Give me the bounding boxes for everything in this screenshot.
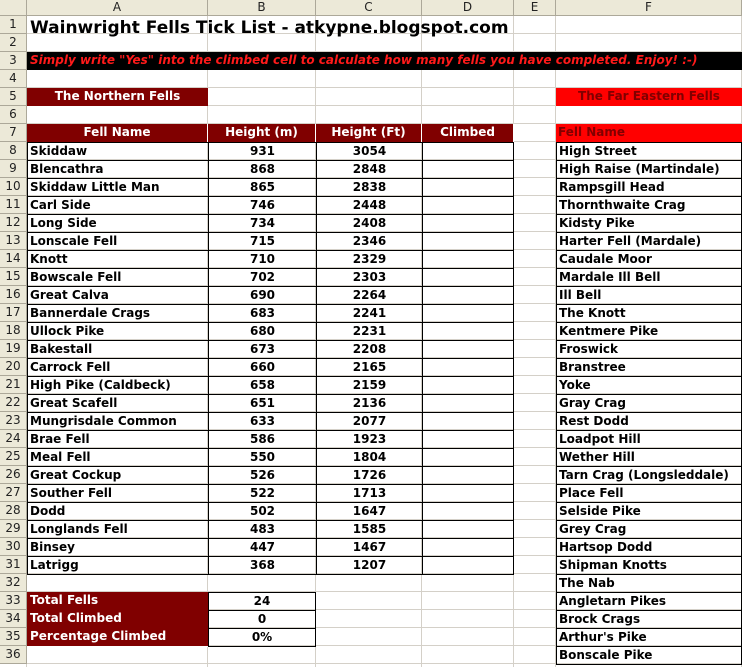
far-eastern-fell-name-cell[interactable]: Wether Hill <box>556 448 742 467</box>
fell-name-cell[interactable]: Bannerdale Crags <box>27 304 209 323</box>
height-ft-cell[interactable]: 1647 <box>316 502 423 521</box>
height-ft-cell[interactable]: 2838 <box>316 178 423 197</box>
height-ft-cell[interactable]: 1726 <box>316 466 423 485</box>
row-header-12[interactable]: 12 <box>0 214 27 232</box>
fell-name-cell[interactable]: Bowscale Fell <box>27 268 209 287</box>
row-header-15[interactable]: 15 <box>0 268 27 286</box>
height-ft-cell[interactable]: 2241 <box>316 304 423 323</box>
height-ft-cell[interactable]: 1713 <box>316 484 423 503</box>
height-ft-cell[interactable]: 2136 <box>316 394 423 413</box>
height-m-cell[interactable]: 746 <box>208 196 317 215</box>
row-header-22[interactable]: 22 <box>0 394 27 412</box>
row-header-18[interactable]: 18 <box>0 322 27 340</box>
row-header-32[interactable]: 32 <box>0 574 27 592</box>
climbed-cell[interactable] <box>422 286 514 305</box>
height-ft-cell[interactable]: 2303 <box>316 268 423 287</box>
row-header-30[interactable]: 30 <box>0 538 27 556</box>
column-header-e[interactable]: E <box>514 0 556 16</box>
height-m-cell[interactable]: 690 <box>208 286 317 305</box>
far-eastern-fell-name-cell[interactable]: Thornthwaite Crag <box>556 196 742 215</box>
height-m-cell[interactable]: 586 <box>208 430 317 449</box>
height-ft-cell[interactable]: 1585 <box>316 520 423 539</box>
climbed-cell[interactable] <box>422 466 514 485</box>
climbed-cell[interactable] <box>422 484 514 503</box>
far-eastern-fell-name-cell[interactable]: Place Fell <box>556 484 742 503</box>
row-header-17[interactable]: 17 <box>0 304 27 322</box>
far-eastern-fell-name-cell[interactable]: The Nab <box>556 574 742 593</box>
climbed-cell[interactable] <box>422 430 514 449</box>
row-header-3[interactable]: 3 <box>0 52 27 70</box>
row-header-13[interactable]: 13 <box>0 232 27 250</box>
far-eastern-fell-name-cell[interactable]: Ill Bell <box>556 286 742 305</box>
fell-name-cell[interactable]: Bakestall <box>27 340 209 359</box>
northern-header-height-m-[interactable]: Height (m) <box>208 124 316 142</box>
climbed-cell[interactable] <box>422 304 514 323</box>
row-header-28[interactable]: 28 <box>0 502 27 520</box>
far-eastern-fell-name-cell[interactable]: Mardale Ill Bell <box>556 268 742 287</box>
height-ft-cell[interactable]: 2448 <box>316 196 423 215</box>
row-header-5[interactable]: 5 <box>0 88 27 106</box>
height-m-cell[interactable]: 447 <box>208 538 317 557</box>
far-eastern-fell-name-cell[interactable]: Arthur's Pike <box>556 628 742 647</box>
row-header-10[interactable]: 10 <box>0 178 27 196</box>
fell-name-cell[interactable]: Skiddaw Little Man <box>27 178 209 197</box>
column-header-f[interactable]: F <box>556 0 742 16</box>
total-label[interactable]: Total Fells <box>27 592 208 611</box>
row-header-2[interactable]: 2 <box>0 34 27 52</box>
fell-name-cell[interactable]: High Pike (Caldbeck) <box>27 376 209 395</box>
height-ft-cell[interactable]: 2077 <box>316 412 423 431</box>
far-eastern-fell-name-cell[interactable]: Bonscale Pike <box>556 646 742 665</box>
height-m-cell[interactable]: 660 <box>208 358 317 377</box>
far-eastern-fell-name-cell[interactable]: Caudale Moor <box>556 250 742 269</box>
climbed-cell[interactable] <box>422 502 514 521</box>
row-header-36[interactable]: 36 <box>0 646 27 664</box>
height-m-cell[interactable]: 710 <box>208 250 317 269</box>
height-ft-cell[interactable]: 2264 <box>316 286 423 305</box>
fell-name-cell[interactable]: Carl Side <box>27 196 209 215</box>
far-eastern-fells-title[interactable]: The Far Eastern Fells <box>556 88 742 106</box>
far-eastern-fell-name-cell[interactable]: Gray Crag <box>556 394 742 413</box>
far-eastern-fell-name-cell[interactable]: Froswick <box>556 340 742 359</box>
total-label[interactable]: Percentage Climbed <box>27 628 208 647</box>
climbed-cell[interactable] <box>422 196 514 215</box>
height-m-cell[interactable]: 680 <box>208 322 317 341</box>
row-header-24[interactable]: 24 <box>0 430 27 448</box>
height-m-cell[interactable]: 702 <box>208 268 317 287</box>
select-all-corner[interactable] <box>0 0 27 16</box>
column-header-c[interactable]: C <box>316 0 422 16</box>
total-value[interactable]: 0% <box>208 628 316 647</box>
row-header-35[interactable]: 35 <box>0 628 27 646</box>
row-header-20[interactable]: 20 <box>0 358 27 376</box>
far-eastern-fell-name-cell[interactable]: Kidsty Pike <box>556 214 742 233</box>
row-header-4[interactable]: 4 <box>0 70 27 88</box>
far-eastern-header-fell-name[interactable]: Fell Name <box>556 124 742 142</box>
far-eastern-fell-name-cell[interactable]: Rampsgill Head <box>556 178 742 197</box>
row-header-6[interactable]: 6 <box>0 106 27 124</box>
far-eastern-fell-name-cell[interactable]: Grey Crag <box>556 520 742 539</box>
row-header-8[interactable]: 8 <box>0 142 27 160</box>
far-eastern-fell-name-cell[interactable]: Rest Dodd <box>556 412 742 431</box>
height-ft-cell[interactable]: 2208 <box>316 340 423 359</box>
height-m-cell[interactable]: 715 <box>208 232 317 251</box>
sheet-title[interactable]: Wainwright Fells Tick List - atkypne.blogspot.com <box>30 18 509 38</box>
row-header-9[interactable]: 9 <box>0 160 27 178</box>
climbed-cell[interactable] <box>422 340 514 359</box>
height-m-cell[interactable]: 368 <box>208 556 317 575</box>
fell-name-cell[interactable]: Brae Fell <box>27 430 209 449</box>
fell-name-cell[interactable]: Souther Fell <box>27 484 209 503</box>
fell-name-cell[interactable]: Knott <box>27 250 209 269</box>
fell-name-cell[interactable]: Longlands Fell <box>27 520 209 539</box>
height-m-cell[interactable]: 483 <box>208 520 317 539</box>
far-eastern-fell-name-cell[interactable]: Shipman Knotts <box>556 556 742 575</box>
row-header-7[interactable]: 7 <box>0 124 27 142</box>
far-eastern-fell-name-cell[interactable]: Kentmere Pike <box>556 322 742 341</box>
far-eastern-fell-name-cell[interactable]: Brock Crags <box>556 610 742 629</box>
fell-name-cell[interactable]: Dodd <box>27 502 209 521</box>
climbed-cell[interactable] <box>422 538 514 557</box>
row-header-31[interactable]: 31 <box>0 556 27 574</box>
instruction-banner[interactable]: Simply write "Yes" into the climbed cell to calculate how many fells you have completed. Enjoy! :-) <box>27 52 742 70</box>
column-header-b[interactable]: B <box>208 0 316 16</box>
row-header-27[interactable]: 27 <box>0 484 27 502</box>
climbed-cell[interactable] <box>422 394 514 413</box>
height-ft-cell[interactable]: 2848 <box>316 160 423 179</box>
climbed-cell[interactable] <box>422 520 514 539</box>
height-m-cell[interactable]: 550 <box>208 448 317 467</box>
fell-name-cell[interactable]: Binsey <box>27 538 209 557</box>
height-m-cell[interactable]: 651 <box>208 394 317 413</box>
climbed-cell[interactable] <box>422 322 514 341</box>
total-value[interactable]: 24 <box>208 592 316 611</box>
climbed-cell[interactable] <box>422 412 514 431</box>
row-header-29[interactable]: 29 <box>0 520 27 538</box>
fell-name-cell[interactable]: Blencathra <box>27 160 209 179</box>
fell-name-cell[interactable]: Ullock Pike <box>27 322 209 341</box>
fell-name-cell[interactable]: Carrock Fell <box>27 358 209 377</box>
height-m-cell[interactable]: 865 <box>208 178 317 197</box>
height-m-cell[interactable]: 931 <box>208 142 317 161</box>
row-header-19[interactable]: 19 <box>0 340 27 358</box>
row-header-14[interactable]: 14 <box>0 250 27 268</box>
height-ft-cell[interactable]: 2329 <box>316 250 423 269</box>
climbed-cell[interactable] <box>422 178 514 197</box>
column-header-d[interactable]: D <box>422 0 514 16</box>
height-m-cell[interactable]: 522 <box>208 484 317 503</box>
row-header-34[interactable]: 34 <box>0 610 27 628</box>
northern-header-fell-name[interactable]: Fell Name <box>27 124 208 142</box>
height-ft-cell[interactable]: 1923 <box>316 430 423 449</box>
far-eastern-fell-name-cell[interactable]: Tarn Crag (Longsleddale) <box>556 466 742 485</box>
climbed-cell[interactable] <box>422 358 514 377</box>
climbed-cell[interactable] <box>422 160 514 179</box>
far-eastern-fell-name-cell[interactable]: Yoke <box>556 376 742 395</box>
far-eastern-fell-name-cell[interactable]: High Street <box>556 142 742 161</box>
climbed-cell[interactable] <box>422 268 514 287</box>
far-eastern-fell-name-cell[interactable]: The Knott <box>556 304 742 323</box>
climbed-cell[interactable] <box>422 232 514 251</box>
far-eastern-fell-name-cell[interactable]: Selside Pike <box>556 502 742 521</box>
fell-name-cell[interactable]: Great Calva <box>27 286 209 305</box>
fell-name-cell[interactable]: Mungrisdale Common <box>27 412 209 431</box>
far-eastern-fell-name-cell[interactable]: Hartsop Dodd <box>556 538 742 557</box>
height-ft-cell[interactable]: 2165 <box>316 358 423 377</box>
column-header-a[interactable]: A <box>27 0 208 16</box>
row-header-26[interactable]: 26 <box>0 466 27 484</box>
fell-name-cell[interactable]: Latrigg <box>27 556 209 575</box>
fell-name-cell[interactable]: Meal Fell <box>27 448 209 467</box>
fell-name-cell[interactable]: Lonscale Fell <box>27 232 209 251</box>
height-ft-cell[interactable]: 2231 <box>316 322 423 341</box>
height-ft-cell[interactable]: 1207 <box>316 556 423 575</box>
northern-header-height-ft-[interactable]: Height (Ft) <box>316 124 422 142</box>
row-header-16[interactable]: 16 <box>0 286 27 304</box>
far-eastern-fell-name-cell[interactable]: Loadpot Hill <box>556 430 742 449</box>
row-header-11[interactable]: 11 <box>0 196 27 214</box>
northern-header-climbed[interactable]: Climbed <box>422 124 514 142</box>
height-m-cell[interactable]: 734 <box>208 214 317 233</box>
row-header-23[interactable]: 23 <box>0 412 27 430</box>
total-label[interactable]: Total Climbed <box>27 610 208 629</box>
height-ft-cell[interactable]: 2159 <box>316 376 423 395</box>
height-m-cell[interactable]: 502 <box>208 502 317 521</box>
total-value[interactable]: 0 <box>208 610 316 629</box>
height-ft-cell[interactable]: 2408 <box>316 214 423 233</box>
fell-name-cell[interactable]: Skiddaw <box>27 142 209 161</box>
height-m-cell[interactable]: 633 <box>208 412 317 431</box>
height-m-cell[interactable]: 683 <box>208 304 317 323</box>
row-header-1[interactable]: 1 <box>0 16 27 34</box>
height-ft-cell[interactable]: 3054 <box>316 142 423 161</box>
climbed-cell[interactable] <box>422 250 514 269</box>
row-header-25[interactable]: 25 <box>0 448 27 466</box>
row-header-21[interactable]: 21 <box>0 376 27 394</box>
climbed-cell[interactable] <box>422 448 514 467</box>
fell-name-cell[interactable]: Long Side <box>27 214 209 233</box>
far-eastern-fell-name-cell[interactable]: High Raise (Martindale) <box>556 160 742 179</box>
height-m-cell[interactable]: 526 <box>208 466 317 485</box>
height-m-cell[interactable]: 658 <box>208 376 317 395</box>
row-header-33[interactable]: 33 <box>0 592 27 610</box>
climbed-cell[interactable] <box>422 556 514 575</box>
northern-fells-title[interactable]: The Northern Fells <box>27 88 208 106</box>
height-m-cell[interactable]: 673 <box>208 340 317 359</box>
height-m-cell[interactable]: 868 <box>208 160 317 179</box>
climbed-cell[interactable] <box>422 376 514 395</box>
fell-name-cell[interactable]: Great Cockup <box>27 466 209 485</box>
far-eastern-fell-name-cell[interactable]: Branstree <box>556 358 742 377</box>
height-ft-cell[interactable]: 1467 <box>316 538 423 557</box>
climbed-cell[interactable] <box>422 214 514 233</box>
far-eastern-fell-name-cell[interactable]: Angletarn Pikes <box>556 592 742 611</box>
climbed-cell[interactable] <box>422 142 514 161</box>
fell-name-cell[interactable]: Great Scafell <box>27 394 209 413</box>
height-ft-cell[interactable]: 2346 <box>316 232 423 251</box>
height-ft-cell[interactable]: 1804 <box>316 448 423 467</box>
far-eastern-fell-name-cell[interactable]: Harter Fell (Mardale) <box>556 232 742 251</box>
